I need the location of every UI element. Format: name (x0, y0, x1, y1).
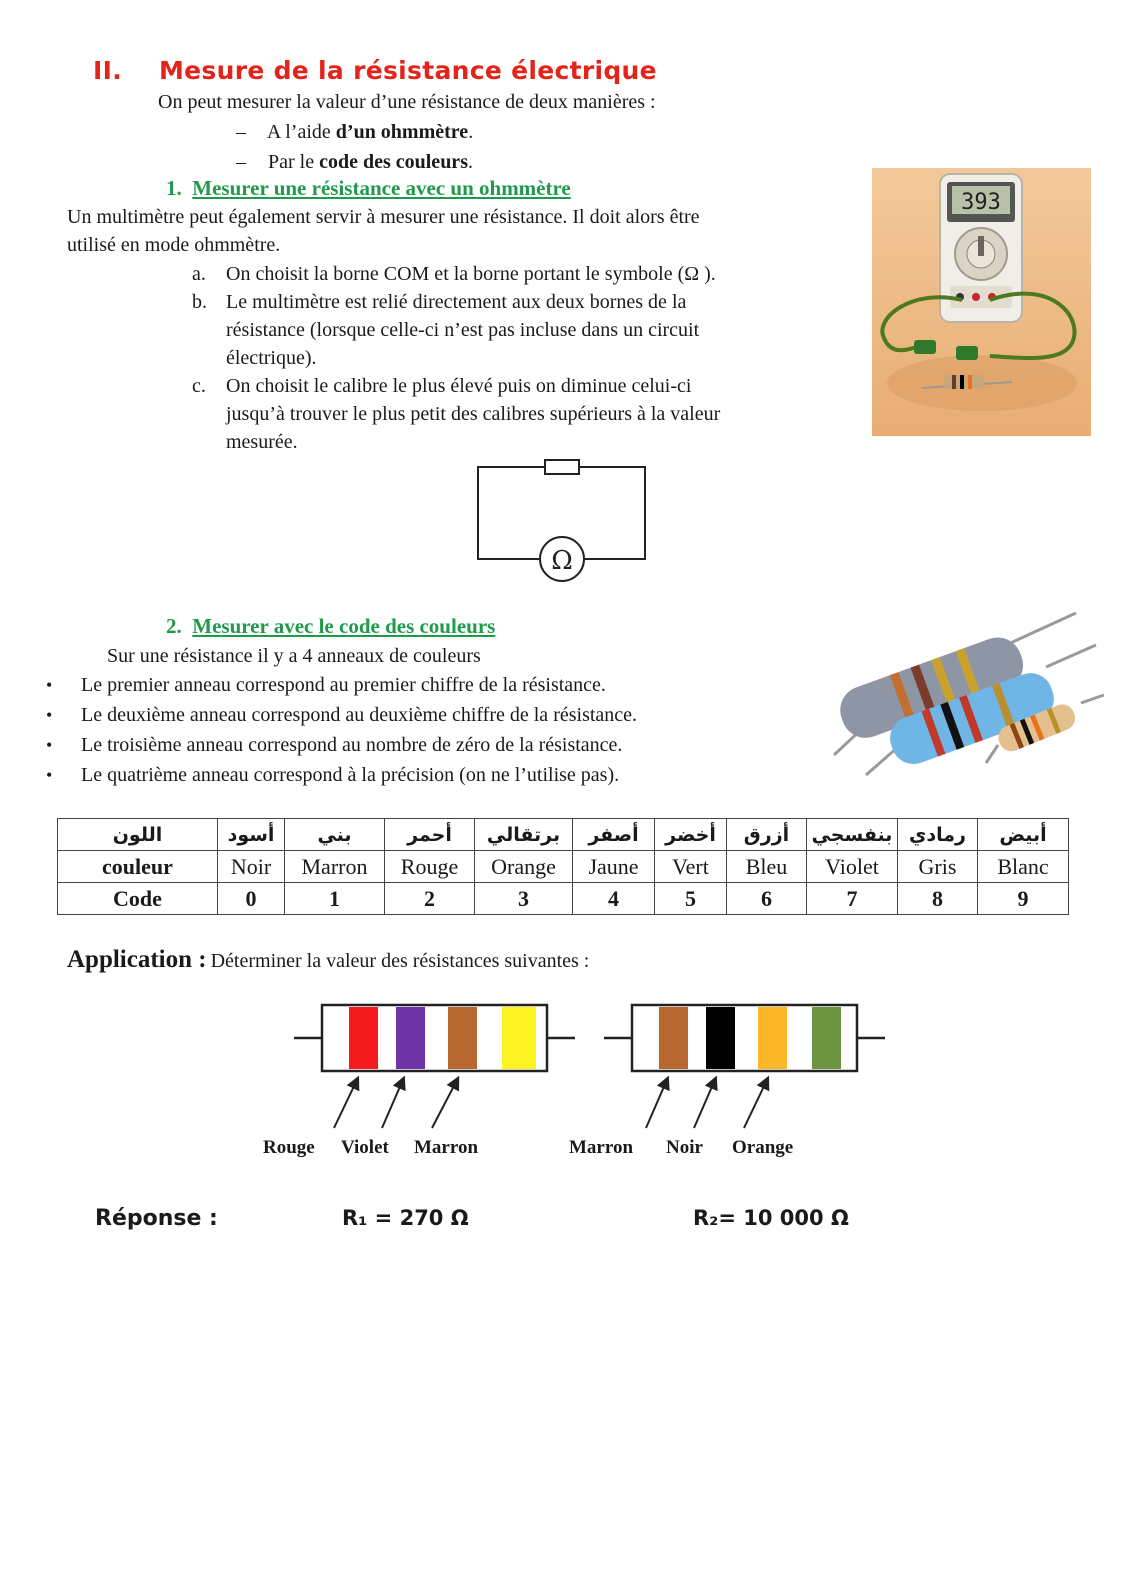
color-band (396, 1007, 425, 1069)
section-title (93, 56, 657, 85)
table-cell: أبيض (978, 819, 1069, 851)
arrow-icon (382, 1082, 402, 1128)
resistor-symbol (545, 460, 579, 474)
answer-label: Réponse : (95, 1206, 218, 1231)
part1-title-text: Mesurer une résistance avec un ohmmètre (192, 176, 571, 200)
bullet-item: Le premier anneau correspond au premier chiffre de la résistance. (81, 674, 606, 696)
arrow-icon (432, 1082, 456, 1128)
band-label: Orange (732, 1137, 794, 1158)
row-header: Code (58, 883, 218, 915)
table-cell: برتقالي (475, 819, 573, 851)
bullet-item: Le deuxième anneau correspond au deuxième chiffre de la résistance. (81, 704, 638, 726)
step-b-line1: Le multimètre est relié directement aux deux bornes de la (226, 291, 687, 313)
application-prompt: Déterminer la valeur des résistances suivantes : (210, 950, 590, 972)
multimeter-photo (872, 168, 1091, 436)
table-cell: 6 (727, 883, 807, 915)
step-b-line3: électrique). (226, 347, 317, 369)
part1-title (166, 176, 571, 201)
part2-intro: Sur une résistance il y a 4 anneaux de couleurs (107, 645, 481, 667)
bullet-dot: • (46, 675, 53, 695)
table-cell: Gris (898, 851, 978, 883)
intro-item-ohmmeter: – A l’aide d’un ohmmètre. (236, 121, 474, 143)
arrow-icon (694, 1082, 714, 1128)
table-row-codes (58, 883, 1069, 915)
table-cell: 8 (898, 883, 978, 915)
band-label: Noir (666, 1137, 703, 1158)
table-cell: 7 (807, 883, 898, 915)
color-band (448, 1007, 477, 1069)
section-number: II. (93, 56, 123, 85)
band-arrows (320, 1074, 800, 1134)
table-cell: 5 (655, 883, 727, 915)
band-label: Marron (569, 1137, 634, 1158)
step-c-line3: mesurée. (226, 431, 298, 453)
dash: – (236, 151, 246, 173)
color-code-table (57, 818, 1069, 915)
table-cell: أخضر (655, 819, 727, 851)
table-cell: أصفر (573, 819, 655, 851)
step-a-line1: On choisit la borne COM et la borne portant le symbole (Ω ). (226, 263, 716, 285)
step-letter: b. (192, 291, 207, 313)
part2-title-text: Mesurer avec le code des couleurs (192, 614, 496, 638)
arrow-icon (646, 1082, 666, 1128)
color-band (706, 1007, 735, 1069)
row-header: couleur (58, 851, 218, 883)
table-cell: بني (285, 819, 385, 851)
table-cell: Vert (655, 851, 727, 883)
table-cell: 9 (978, 883, 1069, 915)
table-cell: Marron (285, 851, 385, 883)
color-band (659, 1007, 688, 1069)
answer-r1: R₁ = 270 Ω (342, 1206, 469, 1230)
application-title: Application : (67, 946, 207, 973)
table-cell: أسود (218, 819, 285, 851)
bullet-dot: • (46, 735, 53, 755)
table-cell: أحمر (385, 819, 475, 851)
bullet-item: Le quatrième anneau correspond à la précision (on ne l’utilise pas). (81, 764, 620, 786)
ohm-symbol: Ω (551, 546, 573, 576)
table-cell: Violet (807, 851, 898, 883)
color-band (502, 1007, 536, 1069)
step-c-line1: On choisit le calibre le plus élevé puis on diminue celui-ci (226, 375, 692, 397)
table-cell: Noir (218, 851, 285, 883)
part1-para-line2: utilisé en mode ohmmètre. (67, 234, 281, 256)
part1-para-line1: Un multimètre peut également servir à mesurer une résistance. Il doit alors être (67, 206, 700, 228)
section-title-text: Mesure de la résistance électrique (159, 56, 657, 85)
arrow-icon (334, 1082, 356, 1128)
band-label: Rouge (263, 1137, 315, 1158)
step-c-line2: jusqu’à trouver le plus petit des calibres supérieurs à la valeur (226, 403, 721, 425)
ohmmeter-circuit-diagram (470, 456, 655, 586)
table-cell: 2 (385, 883, 475, 915)
step-letter: c. (192, 375, 206, 397)
table-cell: 1 (285, 883, 385, 915)
row-header: اللون (58, 819, 218, 851)
table-cell: Rouge (385, 851, 475, 883)
table-cell: رمادي (898, 819, 978, 851)
color-band (758, 1007, 787, 1069)
bullet-dot: • (46, 765, 53, 785)
step-letter: a. (192, 263, 206, 285)
table-row-french (58, 851, 1069, 883)
meter-display: 393 (961, 190, 1001, 215)
bullet-item: Le troisième anneau correspond au nombre de zéro de la résistance. (81, 734, 623, 756)
table-cell: أزرق (727, 819, 807, 851)
part2-title (166, 614, 495, 639)
step-b-line2: résistance (lorsque celle-ci n’est pas incluse dans un circuit (226, 319, 700, 341)
table-cell: Bleu (727, 851, 807, 883)
color-band (349, 1007, 378, 1069)
resistors-photo (826, 605, 1106, 783)
band-label: Violet (341, 1137, 389, 1158)
band-label: Marron (414, 1137, 479, 1158)
arrow-icon (744, 1082, 766, 1128)
part1-number: 1. (166, 176, 182, 200)
dash: – (236, 121, 246, 143)
part2-number: 2. (166, 614, 182, 638)
application-heading (67, 946, 589, 975)
resistor-2 (602, 1000, 887, 1076)
color-band (812, 1007, 841, 1069)
intro-item-color-code: – Par le code des couleurs. (236, 151, 473, 173)
intro-line: On peut mesurer la valeur d’une résistance de deux manières : (158, 91, 656, 113)
table-cell: Orange (475, 851, 573, 883)
table-cell: 3 (475, 883, 573, 915)
table-cell: 4 (573, 883, 655, 915)
table-row-arabic (58, 819, 1069, 851)
answer-r2: R₂= 10 000 Ω (693, 1206, 849, 1230)
table-cell: 0 (218, 883, 285, 915)
table-cell: Jaune (573, 851, 655, 883)
table-cell: بنفسجي (807, 819, 898, 851)
resistor-1 (292, 1000, 577, 1076)
bullet-dot: • (46, 705, 53, 725)
table-cell: Blanc (978, 851, 1069, 883)
